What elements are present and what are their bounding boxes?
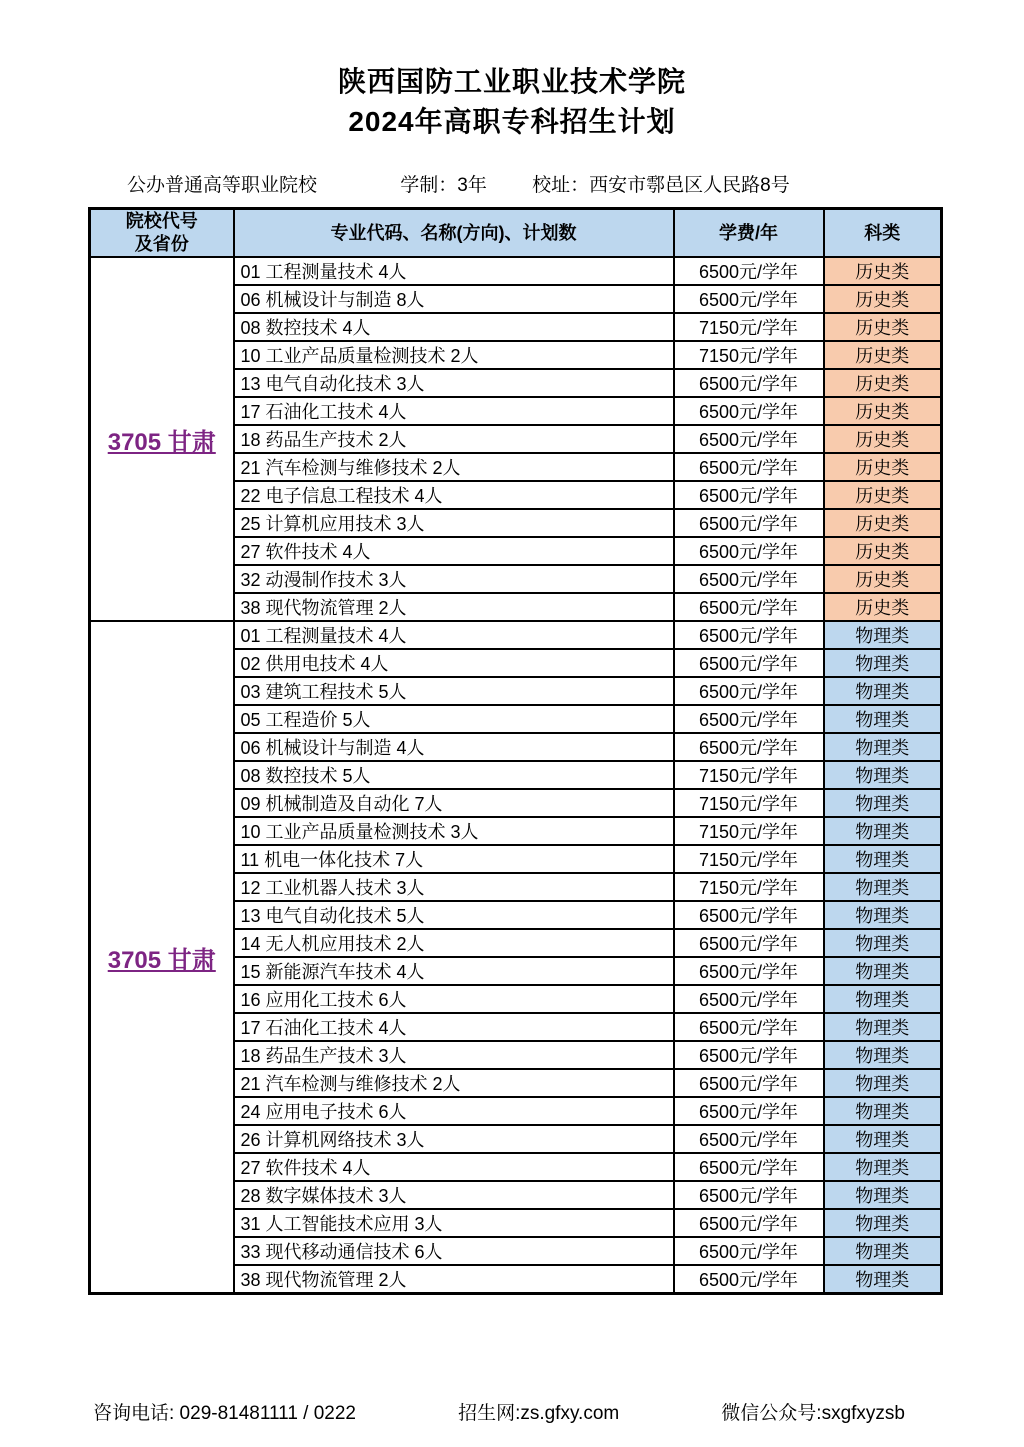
fee-cell: 6500元/学年 [674,397,824,425]
enrollment-plan-table [88,207,943,1295]
major-cell: 01 工程测量技术 4人 [234,257,674,285]
major-cell: 11 机电一体化技术 7人 [234,845,674,873]
college-code-cell [90,257,234,621]
major-cell: 08 数控技术 5人 [234,761,674,789]
major-cell: 15 新能源汽车技术 4人 [234,957,674,985]
category-cell: 历史类 [824,285,942,313]
category-cell: 历史类 [824,593,942,621]
category-cell: 历史类 [824,537,942,565]
fee-cell: 6500元/学年 [674,957,824,985]
major-cell: 28 数字媒体技术 3人 [234,1181,674,1209]
category-cell: 物理类 [824,1153,942,1181]
fee-cell: 6500元/学年 [674,593,824,621]
major-cell: 03 建筑工程技术 5人 [234,677,674,705]
category-cell: 历史类 [824,369,942,397]
school-info-line [127,170,790,197]
fee-cell: 7150元/学年 [674,789,824,817]
category-cell: 历史类 [824,509,942,537]
fee-cell: 6500元/学年 [674,985,824,1013]
fee-cell: 6500元/学年 [674,1125,824,1153]
fee-cell: 6500元/学年 [674,565,824,593]
footer-website: 招生网:zs.gfxy.com [458,1403,620,1424]
major-cell: 25 计算机应用技术 3人 [234,509,674,537]
category-cell: 历史类 [824,257,942,285]
major-cell: 17 石油化工技术 4人 [234,1013,674,1041]
fee-cell: 7150元/学年 [674,845,824,873]
category-cell: 物理类 [824,1237,942,1265]
college-code-cell [90,621,234,1294]
page-title: 陕西国防工业职业技术学院 [337,66,686,97]
major-cell: 24 应用电子技术 6人 [234,1097,674,1125]
fee-cell: 7150元/学年 [674,313,824,341]
category-cell: 物理类 [824,1209,942,1237]
study-duration-text: 学制：3年 [400,175,487,196]
major-cell: 10 工业产品质量检测技术 2人 [234,341,674,369]
major-cell: 31 人工智能技术应用 3人 [234,1209,674,1237]
fee-cell: 6500元/学年 [674,1265,824,1294]
category-cell: 物理类 [824,845,942,873]
school-address-text: 校址：西安市鄠邑区人民路8号 [532,175,790,196]
fee-cell: 6500元/学年 [674,1041,824,1069]
category-cell: 物理类 [824,817,942,845]
footer-phone: 咨询电话: 029-81481111 / 0222 [93,1403,356,1424]
header-fee: 学费/年 [674,209,824,258]
category-cell: 历史类 [824,425,942,453]
major-cell: 12 工业机器人技术 3人 [234,873,674,901]
major-cell: 21 汽车检测与维修技术 2人 [234,1069,674,1097]
fee-cell: 6500元/学年 [674,733,824,761]
category-cell: 物理类 [824,985,942,1013]
college-code-text: 3705 甘肃 [107,428,216,456]
header-college-code-line2: 及省份 [134,234,189,254]
fee-cell: 6500元/学年 [674,705,824,733]
fee-cell: 6500元/学年 [674,1181,824,1209]
category-cell: 物理类 [824,789,942,817]
category-cell: 物理类 [824,621,942,649]
footer-wechat: 微信公众号:sxgfxyzsb [721,1403,905,1424]
fee-cell: 6500元/学年 [674,369,824,397]
header-college-code-line1: 院校代号 [125,211,198,231]
header-college-code [90,209,234,258]
major-cell: 01 工程测量技术 4人 [234,621,674,649]
fee-cell: 6500元/学年 [674,537,824,565]
major-cell: 06 机械设计与制造 4人 [234,733,674,761]
category-cell: 历史类 [824,397,942,425]
category-cell: 物理类 [824,649,942,677]
fee-cell: 6500元/学年 [674,649,824,677]
fee-cell: 7150元/学年 [674,817,824,845]
major-cell: 08 数控技术 4人 [234,313,674,341]
major-cell: 06 机械设计与制造 8人 [234,285,674,313]
major-cell: 33 现代移动通信技术 6人 [234,1237,674,1265]
footer [93,1398,905,1425]
major-cell: 38 现代物流管理 2人 [234,1265,674,1294]
school-type-text: 公办普通高等职业院校 [127,175,318,196]
fee-cell: 6500元/学年 [674,1097,824,1125]
table-header-row [90,209,942,258]
category-cell: 物理类 [824,929,942,957]
category-cell: 历史类 [824,313,942,341]
college-code-text: 3705 甘肃 [107,946,216,974]
category-cell: 物理类 [824,901,942,929]
category-cell: 物理类 [824,873,942,901]
fee-cell: 6500元/学年 [674,1069,824,1097]
fee-cell: 6500元/学年 [674,1237,824,1265]
header-category: 科类 [824,209,942,258]
major-cell: 21 汽车检测与维修技术 2人 [234,453,674,481]
category-cell: 物理类 [824,733,942,761]
page-subtitle: 2024年高职专科招生计划 [348,106,676,137]
category-cell: 物理类 [824,1125,942,1153]
major-cell: 02 供用电技术 4人 [234,649,674,677]
major-cell: 27 软件技术 4人 [234,1153,674,1181]
category-cell: 物理类 [824,1041,942,1069]
major-cell: 26 计算机网络技术 3人 [234,1125,674,1153]
major-cell: 05 工程造价 5人 [234,705,674,733]
fee-cell: 6500元/学年 [674,901,824,929]
category-cell: 物理类 [824,1265,942,1294]
major-cell: 09 机械制造及自动化 7人 [234,789,674,817]
category-cell: 物理类 [824,957,942,985]
major-cell: 32 动漫制作技术 3人 [234,565,674,593]
fee-cell: 6500元/学年 [674,677,824,705]
category-cell: 物理类 [824,1069,942,1097]
major-cell: 18 药品生产技术 2人 [234,425,674,453]
category-cell: 历史类 [824,481,942,509]
category-cell: 物理类 [824,705,942,733]
title-block [0,62,1024,142]
fee-cell: 6500元/学年 [674,621,824,649]
fee-cell: 6500元/学年 [674,1153,824,1181]
fee-cell: 6500元/学年 [674,509,824,537]
fee-cell: 6500元/学年 [674,1013,824,1041]
header-major: 专业代码、名称(方向)、计划数 [234,209,674,258]
major-cell: 27 软件技术 4人 [234,537,674,565]
fee-cell: 6500元/学年 [674,453,824,481]
category-cell: 物理类 [824,1097,942,1125]
table-row [90,257,942,285]
major-cell: 16 应用化工技术 6人 [234,985,674,1013]
category-cell: 物理类 [824,761,942,789]
category-cell: 物理类 [824,677,942,705]
major-cell: 13 电气自动化技术 5人 [234,901,674,929]
fee-cell: 6500元/学年 [674,1209,824,1237]
table-row [90,621,942,649]
major-cell: 22 电子信息工程技术 4人 [234,481,674,509]
fee-cell: 7150元/学年 [674,873,824,901]
fee-cell: 6500元/学年 [674,285,824,313]
fee-cell: 6500元/学年 [674,257,824,285]
major-cell: 38 现代物流管理 2人 [234,593,674,621]
category-cell: 历史类 [824,453,942,481]
major-cell: 10 工业产品质量检测技术 3人 [234,817,674,845]
major-cell: 17 石油化工技术 4人 [234,397,674,425]
category-cell: 物理类 [824,1181,942,1209]
category-cell: 物理类 [824,1013,942,1041]
major-cell: 13 电气自动化技术 3人 [234,369,674,397]
major-cell: 18 药品生产技术 3人 [234,1041,674,1069]
major-cell: 14 无人机应用技术 2人 [234,929,674,957]
fee-cell: 7150元/学年 [674,341,824,369]
fee-cell: 6500元/学年 [674,929,824,957]
fee-cell: 7150元/学年 [674,761,824,789]
fee-cell: 6500元/学年 [674,481,824,509]
fee-cell: 6500元/学年 [674,425,824,453]
category-cell: 历史类 [824,341,942,369]
category-cell: 历史类 [824,565,942,593]
